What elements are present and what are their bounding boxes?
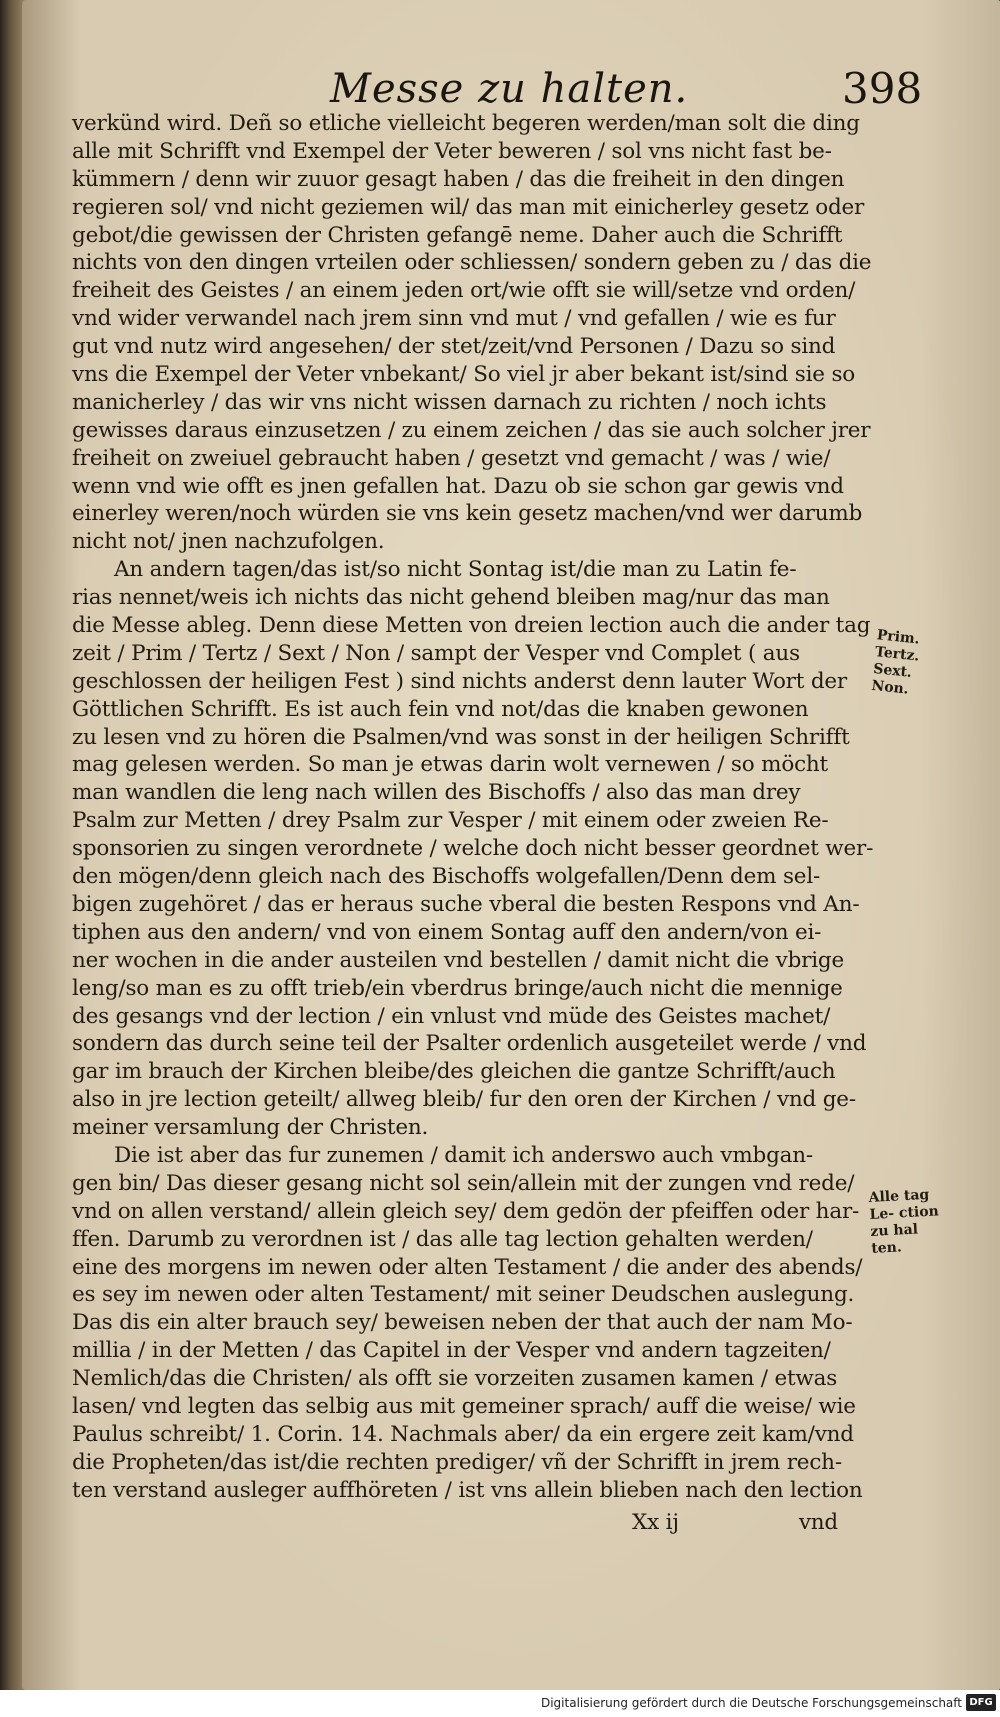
funding-notice: Digitalisierung gefördert durch die Deutsche Forschungsgemeinschaft — [540, 1696, 962, 1710]
text-line: einerley weren/noch würden sie vns kein gesetz machen/vnd wer darumb — [72, 501, 863, 527]
text-line: gar im brauch der Kirchen bleibe/des gleichen die gantze Schrifft/auch — [72, 1059, 836, 1085]
body-text — [72, 110, 874, 1536]
text-line: zeit / Prim / Tertz / Sext / Non / sampt der Vesper vnd Complet ( aus — [72, 640, 800, 666]
text-line: Göttlichen Schrifft. Es ist auch fein vnd not/das die knaben gewonen — [72, 696, 809, 722]
text-line: Nemlich/das die Christen/ als offt sie vorzeiten zusamen kamen / etwas — [72, 1366, 838, 1392]
text-line: vnd on allen verstand/ allein gleich sey/ dem gedön der pfeiffen oder har- — [72, 1198, 860, 1224]
text-line: freiheit des Geistes / an einem jeden ort/wie offt sie will/setze vnd orden/ — [72, 278, 856, 304]
digitization-footer — [0, 1690, 1000, 1717]
text-line: ten verstand ausleger auffhöreten / ist vns allein blieben nach den lection — [72, 1477, 863, 1503]
text-line: Die ist aber das fur zunemen / damit ich anderswo auch vmbgan- — [114, 1142, 813, 1168]
text-line: verkünd wird. Deñ so etliche vielleicht begeren werden/man solt die ding — [72, 111, 860, 136]
page-number: 398 — [842, 64, 923, 113]
text-line: Das dis ein alter brauch sey/ beweisen neben der that auch der nam Mo- — [72, 1310, 853, 1336]
text-line: vnd wider verwandel nach jrem sinn vnd mut / vnd gefallen / wie es fur — [72, 306, 836, 332]
marginal-note-daily-lessons: Alle tag Le- ction zu hal ten. — [868, 1186, 940, 1257]
text-line: manicherley / das wir vns nicht wissen darnach zu richten / noch ichts — [72, 389, 827, 415]
text-line: man wandlen die leng nach willen des Bischoffs / also das man drey — [72, 780, 801, 806]
text-line: Paulus schreibt/ 1. Corin. 14. Nachmals aber/ da ein ergere zeit kam/vnd — [72, 1421, 854, 1447]
text-line: die Messe ableg. Denn diese Metten von dreien lection auch die ander tag — [72, 613, 871, 639]
text-line: eine des morgens im newen oder alten Testament / die ander des abends/ — [72, 1254, 863, 1280]
catchword: vnd — [798, 1509, 838, 1535]
text-line: den mögen/denn gleich nach des Bischoffs wolgefallen/Denn dem sel- — [72, 864, 821, 890]
text-line: gebot/die gewissen der Christen gefangē neme. Daher auch die Schrifft — [72, 222, 843, 248]
text-line: tiphen aus den andern/ vnd von einem Sontag auff den andern/von ei- — [72, 919, 822, 945]
text-line: nichts von den dingen vrteilen oder schliessen/ sondern geben zu / das die — [72, 250, 872, 276]
text-line: sondern das durch seine teil der Psalter ordenlich ausgeteilet werde / vnd — [72, 1031, 867, 1057]
text-line: gen bin/ Das dieser gesang nicht sol sein/allein mit der zungen vnd rede/ — [72, 1170, 855, 1196]
dfg-logo: DFG — [966, 1694, 996, 1711]
text-line: Psalm zur Metten / drey Psalm zur Vesper / mit einem oder zweien Re- — [72, 808, 829, 834]
book-page — [22, 0, 1000, 1690]
text-line: An andern tagen/das ist/so nicht Sontag ist/die man zu Latin fe- — [114, 557, 797, 583]
text-line: vns die Exempel der Veter vnbekant/ So viel jr aber bekant ist/sind sie so — [72, 362, 856, 388]
marginal-note-hours: Prim. Tertz. Sext. Non. — [870, 627, 921, 698]
text-line: gewisses daraus einzusetzen / zu einem zeichen / das sie auch solcher jrer — [72, 417, 871, 443]
text-line: die Propheten/das ist/die rechten prediger/ vñ der Schrifft in jrem rech- — [72, 1449, 842, 1475]
text-line: mag gelesen werden. So man je etwas darin wolt vernewen / so möcht — [72, 752, 828, 778]
text-line: millia / in der Metten / das Capitel in der Vesper vnd andern tagzeiten/ — [72, 1338, 831, 1364]
text-line: ffen. Darumb zu verordnen ist / das alle tag lection gehalten werden/ — [72, 1226, 813, 1252]
text-line: lasen/ vnd legten das selbig aus mit gemeiner sprach/ auff die weise/ wie — [72, 1393, 856, 1419]
text-line: bigen zugehöret / das er heraus suche vberal die besten Respons vnd An- — [72, 891, 860, 917]
text-line: meiner versamlung der Christen. — [72, 1115, 429, 1141]
text-line: des gesangs vnd der lection / ein vnlust vnd müde des Geistes machet/ — [72, 1003, 831, 1029]
text-line: alle mit Schrifft vnd Exempel der Veter beweren / sol vns nicht fast be- — [72, 138, 832, 164]
text-line: regieren sol/ vnd nicht geziemen wil/ das man mit einicherley gesetz oder — [72, 194, 865, 220]
catchword-line — [72, 1509, 862, 1537]
text-line: freiheit on zweiuel gebraucht haben / gesetzt vnd gemacht / was / wie/ — [72, 445, 831, 471]
text-line: leng/so man es zu offt trieb/ein vberdrus bringe/auch nicht die mennige — [72, 975, 843, 1001]
text-line: sponsorien zu singen verordnete / welche doch nicht besser geordnet wer- — [72, 836, 874, 862]
text-line: gut vnd nutz wird angesehen/ der stet/zeit/vnd Personen / Dazu so sind — [72, 334, 836, 360]
text-line: wenn vnd wie offt es jnen gefallen hat. Dazu ob sie schon gar gewis vnd — [72, 473, 844, 499]
text-line: es sey im newen oder alten Testament/ mit seiner Deudschen auslegung. — [72, 1282, 855, 1308]
text-line: kümmern / denn wir zuuor gesagt haben / das die freiheit in den dingen — [72, 166, 845, 192]
running-title: Messe zu halten. — [330, 66, 689, 112]
text-line: rias nennet/weis ich nichts das nicht gehend bleiben mag/nur das man — [72, 585, 830, 611]
text-line: zu lesen vnd zu hören die Psalmen/vnd was sonst in der heiligen Schrifft — [72, 724, 850, 750]
text-line: ner wochen in die ander austeilen vnd bestellen / damit nicht die vbrige — [72, 947, 845, 973]
text-line: nicht not/ jnen nachzufolgen. — [72, 529, 385, 555]
signature-mark: Xx ij — [632, 1509, 679, 1535]
text-line: also in jre lection geteilt/ allweg bleib/ fur den oren der Kirchen / vnd ge- — [72, 1087, 856, 1113]
text-line: geschlossen der heiligen Fest ) sind nichts anderst denn lauter Wort der — [72, 668, 848, 694]
